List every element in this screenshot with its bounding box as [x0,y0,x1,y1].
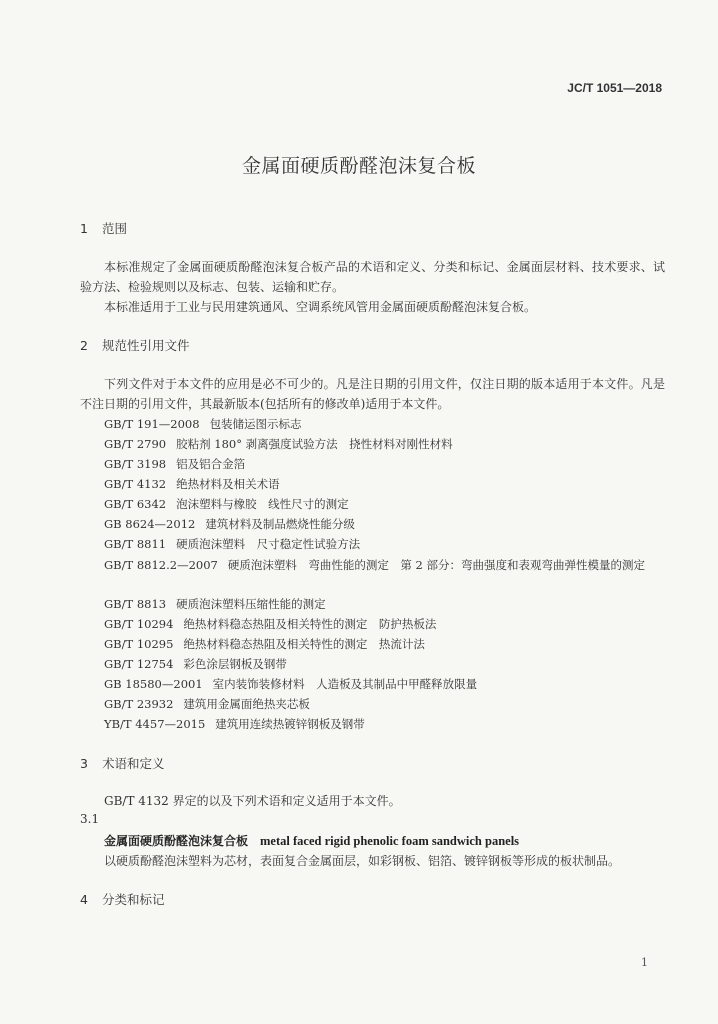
section-title: 术语和定义 [102,756,165,771]
references-intro: 下列文件对于本文件的应用是必不可少的。凡是注日期的引用文件，仅注日期的版本适用于本文件。凡是不注日期的引用文件，其最新版本(包括所有的修改单)适用于本文件。 [80,377,665,411]
reference-name: 铝及铝合金箔 [176,457,246,471]
reference-item [104,516,355,532]
reference-code: GB/T 6342 [104,497,167,511]
reference-code: GB/T 8812.2—2007 [104,558,218,572]
reference-code: GB 18580—2001 [104,677,203,691]
section-2-heading [80,336,190,354]
document-title: 金属面硬质酚醛泡沫复合板 [241,155,476,177]
section-title: 范围 [102,221,128,236]
reference-item [104,536,360,552]
reference-item [80,555,665,575]
reference-name: 建筑用连续热镀锌钢板及钢带 [215,717,365,731]
reference-name: 彩色涂层钢板及钢带 [183,657,287,671]
reference-code: GB/T 8811 [104,537,167,551]
section-number: 2 [80,338,88,353]
section-title: 规范性引用文件 [102,338,190,353]
reference-item [104,496,349,512]
terms-intro: GB/T 4132 界定的以及下列术语和定义适用于本文件。 [104,794,401,808]
reference-name: 绝热材料稳态热阻及相关特性的测定 热流计法 [183,637,425,651]
page-number: 1 [641,956,648,969]
reference-item [104,716,365,732]
reference-name: 硬质泡沫塑料 尺寸稳定性试验方法 [176,537,361,551]
reference-name: 硬质泡沫塑料压缩性能的测定 [176,597,326,611]
reference-name: 建筑材料及制品燃烧性能分级 [205,517,355,531]
reference-code: GB/T 191—2008 [104,417,200,431]
reference-code: YB/T 4457—2015 [104,717,206,731]
reference-name: 硬质泡沫塑料 弯曲性能的测定 第 2 部分：弯曲强度和表观弯曲弹性模量的测定 [227,558,645,572]
term-english: metal faced rigid phenolic foam sandwich panels [260,834,520,848]
reference-code: GB/T 23932 [104,697,174,711]
reference-item [104,636,425,652]
reference-name: 泡沫塑料与橡胶 线性尺寸的测定 [176,497,349,511]
section-1-heading [80,219,127,237]
reference-item [104,596,326,612]
reference-item [104,616,436,632]
reference-name: 绝热材料稳态热阻及相关特性的测定 防护热板法 [183,617,437,631]
standard-code: JC/T 1051—2018 [567,81,662,95]
section-number: 4 [80,892,88,907]
reference-code: GB/T 4132 [104,477,167,491]
reference-code: GB 8624—2012 [104,517,196,531]
section-number: 3 [80,756,88,771]
reference-item [104,456,245,472]
section-4-heading [80,890,165,908]
section-number: 1 [80,221,88,236]
reference-item [104,416,302,432]
reference-name: 绝热材料及相关术语 [176,477,280,491]
reference-item [104,476,280,492]
reference-name: 室内装饰装修材料 人造板及其制品中甲醛释放限量 [212,677,478,691]
reference-code: GB/T 3198 [104,457,167,471]
reference-item [104,436,453,452]
reference-item [104,656,287,672]
reference-code: GB/T 10294 [104,617,174,631]
section-title: 分类和标记 [102,892,165,907]
reference-name: 胶粘剂 180° 剥离强度试验方法 挠性材料对刚性材料 [176,437,453,451]
reference-item [104,696,310,712]
term-entry [104,832,519,849]
reference-name: 包装储运图示标志 [209,417,302,431]
reference-item [104,676,477,692]
scope-paragraph-2: 本标准适用于工业与民用建筑通风、空调系统风管用金属面硬质酚醛泡沫复合板。 [104,300,537,314]
reference-name: 建筑用金属面绝热夹芯板 [183,697,310,711]
reference-code: GB/T 12754 [104,657,174,671]
reference-code: GB/T 10295 [104,637,174,651]
term-definition: 以硬质酚醛泡沫塑料为芯材，表面复合金属面层，如彩钢板、铝箔、镀锌钢板等形成的板状制品。 [104,854,621,868]
section-3-heading [80,754,165,772]
reference-code: GB/T 2790 [104,437,167,451]
reference-code: GB/T 8813 [104,597,167,611]
clause-number: 3.1 [80,812,100,826]
term-chinese: 金属面硬质酚醛泡沫复合板 [104,834,249,848]
scope-paragraph-1: 本标准规定了金属面硬质酚醛泡沫复合板产品的术语和定义、分类和标记、金属面层材料、技术要求、试验方法、检验规则以及标志、包装、运输和贮存。 [80,260,665,294]
